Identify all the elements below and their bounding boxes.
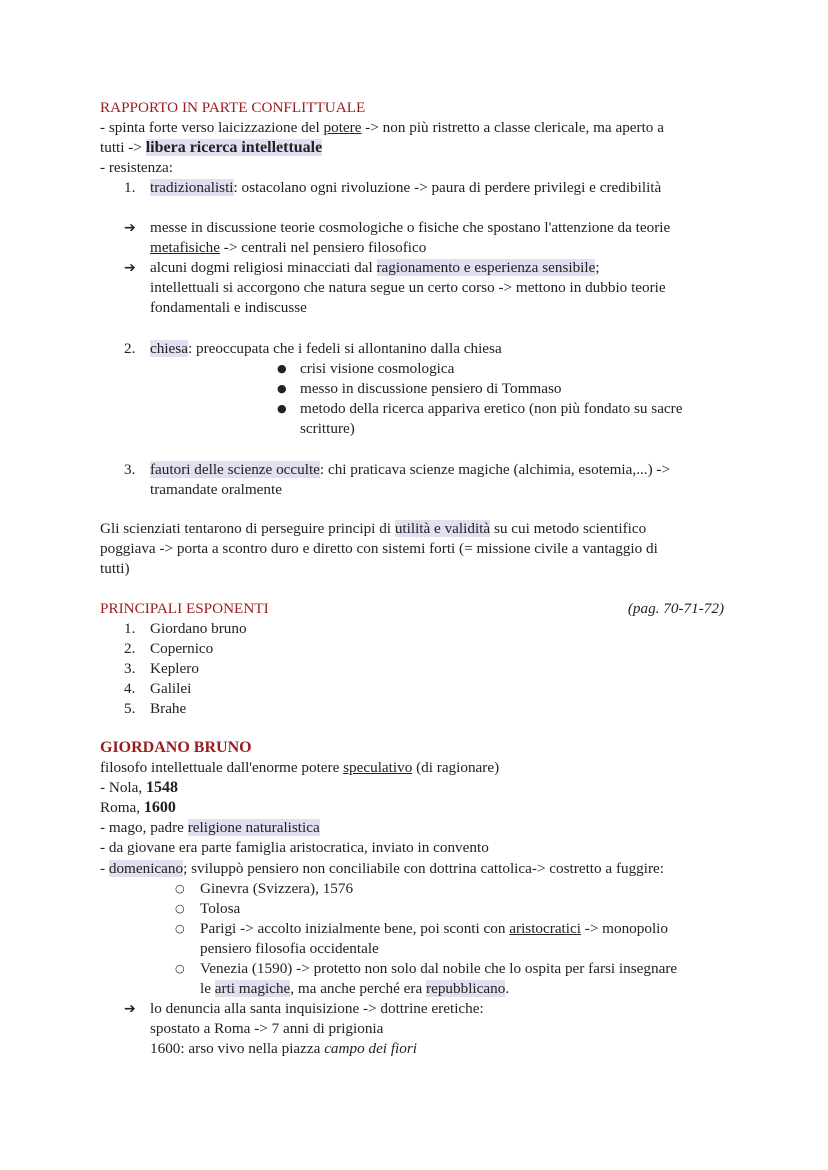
text-line: 1600: arso vivo nella piazza campo dei fiori (150, 1040, 417, 1057)
text-line: fondamentali e indiscusse (150, 299, 307, 316)
page-reference: (pag. 70-71-72) (627, 600, 724, 617)
list-number: 5. (124, 700, 136, 717)
bullet-icon: ● (277, 382, 287, 395)
circle-bullet-icon: ○ (175, 882, 185, 895)
list-number: 1. (124, 620, 136, 637)
section-title-esponenti: PRINCIPALI ESPONENTI (100, 600, 269, 617)
text-line: intellettuali si accorgono che natura segue un certo corso -> mettono in dubbio teorie (150, 279, 666, 296)
list-item: Galilei (150, 680, 192, 697)
section-title-rapporto: RAPPORTO IN PARTE CONFLITTUALE (100, 99, 366, 116)
section-title-bruno: GIORDANO BRUNO (100, 739, 252, 756)
bullet-item: messo in discussione pensiero di Tommaso (300, 380, 562, 397)
text-line: filosofo intellettuale dall'enorme potere speculativo (di ragionare) (100, 759, 500, 776)
text-line: - Nola, 1548 (100, 779, 178, 796)
text-line: pensiero filosofia occidentale (200, 940, 379, 957)
list-item: Giordano bruno (150, 620, 247, 637)
list-item: chiesa: preoccupata che i fedeli si allontanino dalla chiesa (150, 340, 502, 357)
bullet-item: metodo della ricerca appariva eretico (non più fondato su sacre (300, 400, 683, 417)
text-line: scritture) (300, 420, 355, 437)
arrow-icon: ➔ (124, 260, 136, 276)
paragraph-line: tutti) (100, 560, 130, 577)
paragraph-line: poggiava -> porta a scontro duro e diretto con sistemi forti (= missione civile a vantaggio di (100, 540, 658, 557)
text-line: spostato a Roma -> 7 anni di prigionia (150, 1020, 384, 1037)
list-number: 2. (124, 340, 136, 357)
list-number: 3. (124, 461, 136, 478)
list-number: 3. (124, 660, 136, 677)
bullet-icon: ● (277, 402, 287, 415)
text-line: metafisiche -> centrali nel pensiero filosofico (150, 239, 427, 256)
text-line: - mago, padre religione naturalistica (100, 819, 320, 836)
text-line: Roma, 1600 (100, 799, 176, 816)
list-item: Keplero (150, 660, 199, 677)
list-item: Tolosa (200, 900, 241, 917)
arrow-icon: ➔ (124, 1001, 136, 1017)
list-item: Parigi -> accolto inizialmente bene, poi sconti con aristocratici -> monopolio (200, 920, 669, 937)
text-line: tramandate oralmente (150, 481, 282, 498)
list-item: Brahe (150, 700, 187, 717)
bullet-icon: ● (277, 362, 287, 375)
text-line: - da giovane era parte famiglia aristocratica, inviato in convento (100, 839, 489, 856)
list-item: Venezia (1590) -> protetto non solo dal nobile che lo ospita per farsi insegnare (200, 960, 678, 977)
list-item: fautori delle scienze occulte: chi praticava scienze magiche (alchimia, esotemia,...) -> (150, 461, 671, 478)
arrow-icon: ➔ (124, 220, 136, 236)
list-item: messe in discussione teorie cosmologiche o fisiche che spostano l'attenzione da teorie (150, 219, 671, 236)
circle-bullet-icon: ○ (175, 962, 185, 975)
list-item: lo denuncia alla santa inquisizione -> dottrine eretiche: (150, 1000, 484, 1017)
list-item: Ginevra (Svizzera), 1576 (200, 880, 354, 897)
list-number: 4. (124, 680, 136, 697)
text-line: - spinta forte verso laicizzazione del potere -> non più ristretto a classe clericale, ma aperto a (100, 119, 664, 136)
list-item: alcuni dogmi religiosi minacciati dal ragionamento e esperienza sensibile; (150, 259, 600, 276)
text-line: - domenicano; sviluppò pensiero non conciliabile con dottrina cattolica-> costretto a fuggire: (100, 860, 665, 877)
paragraph-line: Gli scienziati tentarono di perseguire principi di utilità e validità su cui metodo scientifico (100, 520, 647, 537)
list-item: Copernico (150, 640, 214, 657)
list-number: 2. (124, 640, 136, 657)
bullet-item: crisi visione cosmologica (300, 360, 455, 377)
text-line: tutti -> libera ricerca intellettuale (100, 139, 323, 156)
text-line: le arti magiche, ma anche perché era repubblicano. (200, 980, 510, 997)
circle-bullet-icon: ○ (175, 922, 185, 935)
list-item: tradizionalisti: ostacolano ogni rivoluzione -> paura di perdere privilegi e credibilità (150, 179, 662, 196)
text-line: - resistenza: (100, 159, 173, 176)
circle-bullet-icon: ○ (175, 902, 185, 915)
list-number: 1. (124, 179, 136, 196)
